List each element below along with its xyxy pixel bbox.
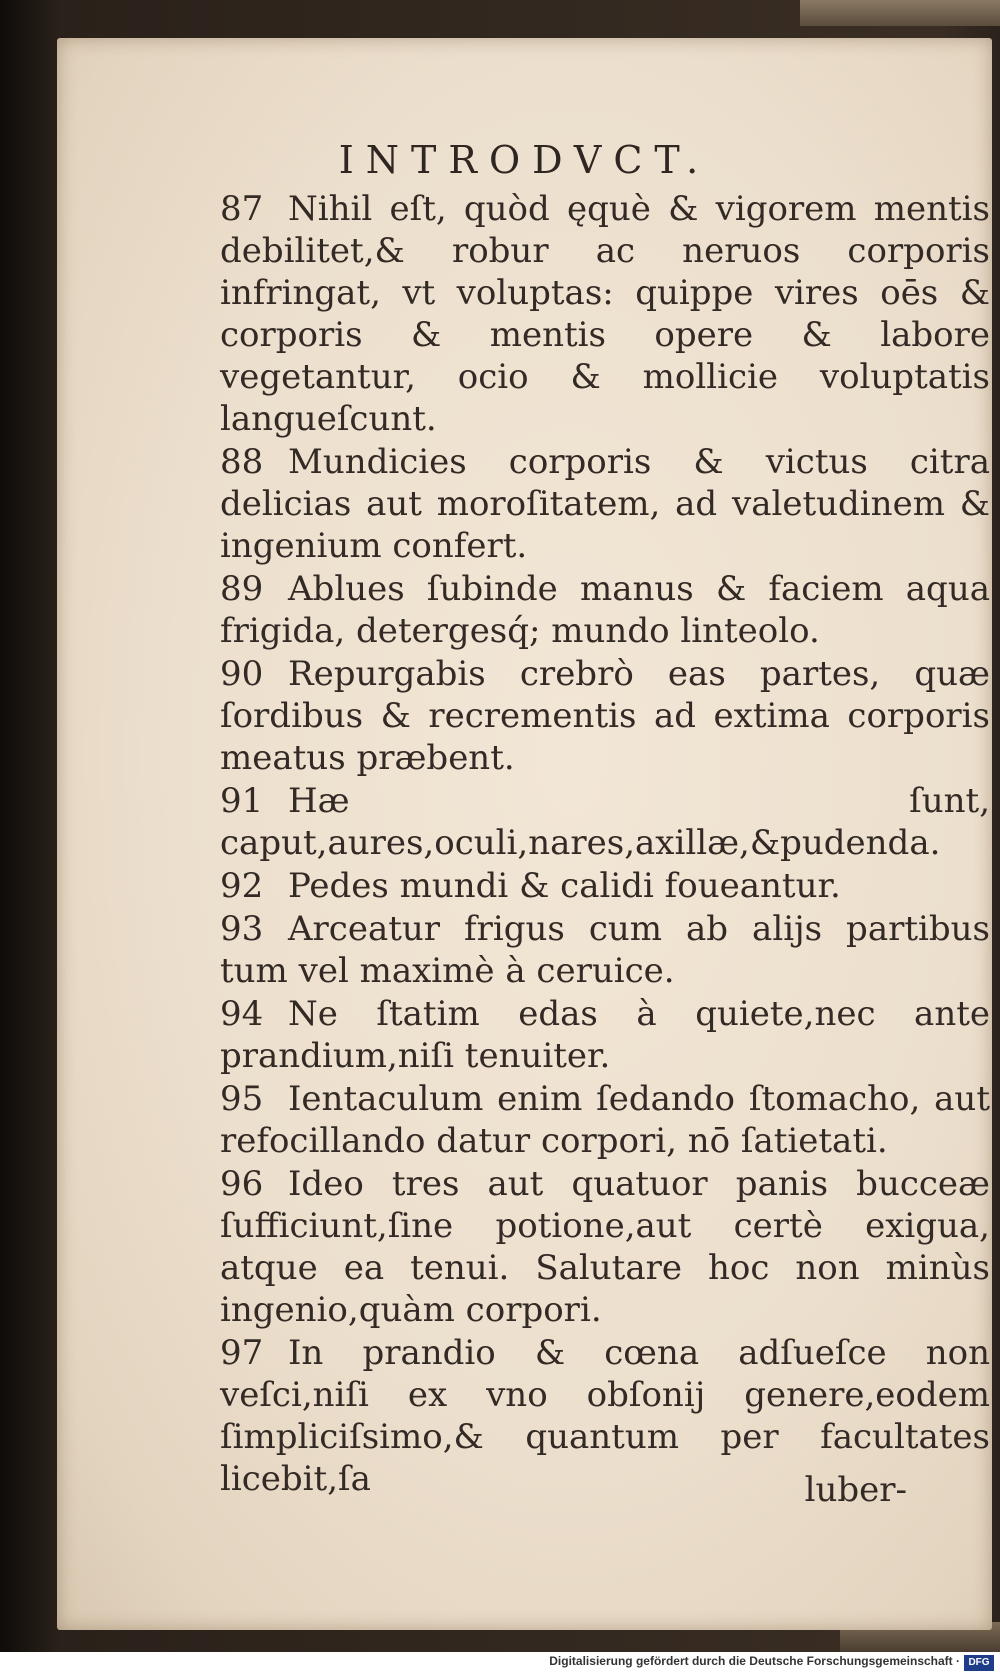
dfg-logo: DFG (964, 1655, 994, 1671)
entry-text: Repurgabis crebrò eas partes, quæ ſordibus & recrementis ad extima corporis meatus præbent. (220, 654, 990, 778)
entry-number: 95 (220, 1079, 264, 1119)
running-head: INTRODVCT. (338, 138, 711, 182)
entry-number: 87 (220, 189, 264, 229)
entry-93 (220, 908, 990, 992)
entry-92 (220, 865, 990, 907)
book-page (57, 38, 992, 1630)
entry-number: 96 (220, 1164, 264, 1204)
entry-number: 97 (220, 1333, 264, 1373)
entry-text: Pedes mundi & calidi foueantur. (288, 866, 841, 906)
entry-number: 88 (220, 442, 264, 482)
entry-95 (220, 1078, 990, 1162)
entry-number: 91 (220, 781, 264, 821)
entry-text: Ientaculum enim ſedando ſtomacho, aut refocillando datur corpori, nō ſatietati. (220, 1079, 990, 1161)
entry-number: 94 (220, 994, 264, 1034)
entry-87 (220, 188, 990, 440)
entry-94 (220, 993, 990, 1077)
entry-88 (220, 441, 990, 567)
entry-number: 92 (220, 866, 264, 906)
book-cover-edge-top (800, 0, 1000, 26)
text-block (220, 188, 990, 1501)
entry-text: Ablues ſubinde manus & faciem aqua frigida, detergesq́; mundo linteolo. (220, 569, 990, 651)
entry-number: 93 (220, 909, 264, 949)
entry-number: 89 (220, 569, 264, 609)
entry-91 (220, 780, 990, 864)
entry-text: Nihil eſt, quòd ęquè & vigorem mentis debilitet,& robur ac neruos corporis infringat, vt voluptas: quippe vires oēs & corporis & mentis opere & labore vegetantur, ocio & mollicie voluptatis langueſcunt. (220, 189, 990, 439)
entry-text: Arceatur frigus cum ab alijs partibus tum vel maximè à ceruice. (220, 909, 990, 991)
catchword: luber- (804, 1470, 907, 1510)
entry-text: Ne ſtatim edas à quiete,nec ante prandium,niſi tenuiter. (220, 994, 990, 1076)
entry-text: In prandio & cœna adſueſce non veſci,niſi ex vno obſonij genere,eodem ſimpliciſsimo,& quantum per facultates licebit,ſa (220, 1333, 990, 1499)
entry-number: 90 (220, 654, 264, 694)
entry-text: Mundicies corporis & victus citra delicias aut moroſitatem, ad valetudinem & ingenium confert. (220, 442, 990, 566)
entry-90 (220, 653, 990, 779)
entry-text: Hæ ſunt, caput,aures,oculi,nares,axillæ,&pudenda. (220, 781, 990, 863)
entry-89 (220, 568, 990, 652)
digitization-credit: Digitalisierung gefördert durch die Deutsche Forschungsgemeinschaft · (549, 1654, 960, 1668)
entry-text: Ideo tres aut quatuor panis bucceæ ſufficiunt,ſine potione,aut certè exigua, atque ea tenui. Salutare hoc non minùs ingenio,quàm corpori. (220, 1164, 990, 1330)
entry-96 (220, 1163, 990, 1331)
